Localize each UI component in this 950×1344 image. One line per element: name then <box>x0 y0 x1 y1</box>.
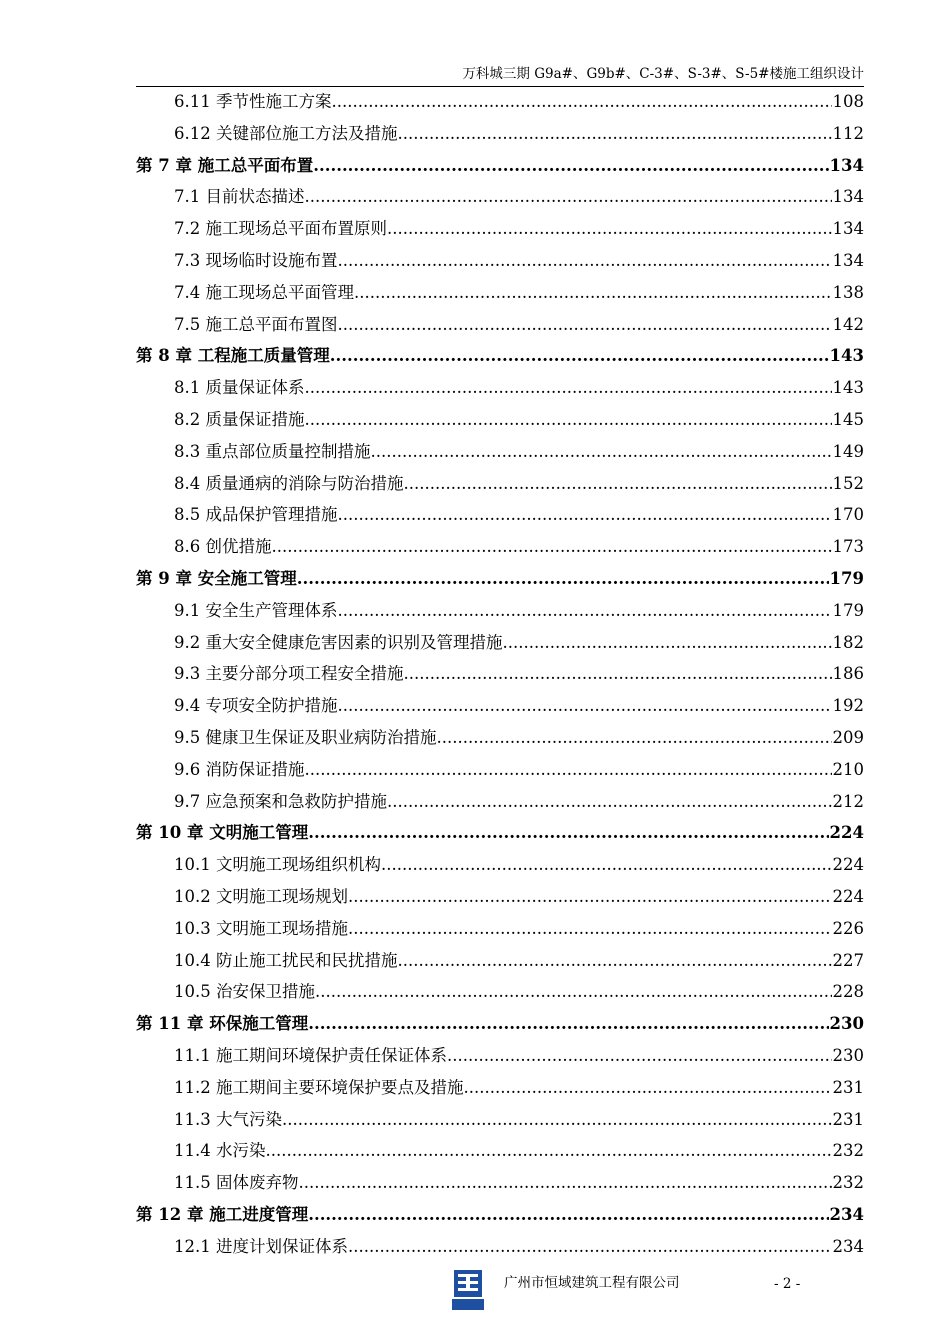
toc-dot-leader <box>305 404 832 436</box>
toc-section-row[interactable] <box>136 595 864 627</box>
toc-entry-title: 10.1 文明施工现场组织机构 <box>174 855 381 875</box>
toc-entry-page: 170 <box>832 505 864 525</box>
toc-entry-title: 9.2 重大安全健康危害因素的识别及管理措施 <box>174 632 503 652</box>
toc-entry-title: 第 12 章 施工进度管理 <box>136 1204 309 1224</box>
toc-entry-page: 231 <box>832 1109 864 1129</box>
toc-entry-title: 9.3 主要分部分项工程安全措施 <box>174 664 404 684</box>
page-number: - 2 - <box>774 1276 801 1292</box>
toc-dot-leader <box>265 1135 831 1167</box>
toc-dot-leader <box>348 913 832 945</box>
toc-section-row[interactable] <box>136 754 864 786</box>
toc-section-row[interactable] <box>136 1104 864 1136</box>
toc-entry-page: 179 <box>829 568 864 588</box>
toc-section-row[interactable] <box>136 1072 864 1104</box>
toc-section-row[interactable] <box>136 404 864 436</box>
toc-entry-page: 224 <box>832 886 864 906</box>
toc-section-row[interactable] <box>136 499 864 531</box>
toc-dot-leader <box>338 595 832 627</box>
toc-section-row[interactable] <box>136 786 864 818</box>
toc-section-row[interactable] <box>136 976 864 1008</box>
page-footer <box>0 1264 950 1314</box>
toc-dot-leader <box>381 849 832 881</box>
toc-entry-title: 第 7 章 施工总平面布置 <box>136 155 314 175</box>
toc-dot-leader <box>305 754 832 786</box>
company-logo-icon <box>452 1270 484 1310</box>
toc-entry-title: 9.6 消防保证措施 <box>174 759 305 779</box>
toc-entry-title: 7.5 施工总平面布置图 <box>174 314 338 334</box>
toc-entry-title: 8.4 质量通病的消除与防治措施 <box>174 473 404 493</box>
toc-entry-title: 10.4 防止施工扰民和民扰措施 <box>174 950 398 970</box>
toc-entry-page: 224 <box>829 823 864 843</box>
toc-chapter-row[interactable] <box>136 817 864 849</box>
toc-dot-leader <box>348 1231 832 1263</box>
toc-chapter-row[interactable] <box>136 1008 864 1040</box>
toc-entry-page: 134 <box>832 187 864 207</box>
toc-dot-leader <box>305 372 832 404</box>
toc-section-row[interactable] <box>136 372 864 404</box>
toc-entry-page: 227 <box>832 950 864 970</box>
toc-entry-page: 182 <box>832 632 864 652</box>
toc-entry-page: 230 <box>829 1014 864 1034</box>
toc-section-row[interactable] <box>136 1040 864 1072</box>
toc-entry-page: 134 <box>832 250 864 270</box>
toc-dot-leader <box>387 786 832 818</box>
toc-entry-title: 9.5 健康卫生保证及职业病防治措施 <box>174 727 437 747</box>
toc-entry-title: 11.2 施工期间主要环境保护要点及措施 <box>174 1077 464 1097</box>
toc-entry-page: 134 <box>829 155 864 175</box>
toc-dot-leader <box>447 1040 832 1072</box>
toc-section-row[interactable] <box>136 881 864 913</box>
toc-entry-page: 224 <box>832 855 864 875</box>
toc-dot-leader <box>313 150 828 182</box>
toc-entry-title: 10.5 治安保卫措施 <box>174 982 315 1002</box>
toc-entry-page: 143 <box>832 378 864 398</box>
toc-chapter-row[interactable] <box>136 150 864 182</box>
toc-entry-title: 第 10 章 文明施工管理 <box>136 823 309 843</box>
toc-dot-leader <box>308 1008 828 1040</box>
toc-dot-leader <box>387 213 832 245</box>
toc-section-row[interactable] <box>136 181 864 213</box>
toc-dot-leader <box>308 817 828 849</box>
toc-entry-page: 108 <box>832 92 864 111</box>
toc-entry-page: 145 <box>832 409 864 429</box>
toc-chapter-row[interactable] <box>136 1199 864 1231</box>
toc-entry-title: 11.5 固体废弃物 <box>174 1173 299 1193</box>
toc-section-row[interactable] <box>136 118 864 150</box>
toc-section-row[interactable] <box>136 468 864 500</box>
toc-section-row[interactable] <box>136 309 864 341</box>
toc-entry-title: 10.2 文明施工现场规划 <box>174 886 348 906</box>
toc-dot-leader <box>404 468 832 500</box>
header-title: 万科城三期 G9a#、G9b#、C-3#、S-3#、S-5#楼施工组织设计 <box>462 66 864 82</box>
toc-entry-title: 8.1 质量保证体系 <box>174 378 305 398</box>
toc-dot-leader <box>503 627 832 659</box>
toc-entry-title: 9.7 应急预案和急救防护措施 <box>174 791 387 811</box>
toc-dot-leader <box>397 118 831 150</box>
toc-entry-page: 143 <box>829 346 864 366</box>
toc-entry-title: 7.1 目前状态描述 <box>174 187 305 207</box>
toc-dot-leader <box>437 722 832 754</box>
toc-section-row[interactable] <box>136 945 864 977</box>
toc-section-row[interactable] <box>136 690 864 722</box>
toc-entry-title: 第 9 章 安全施工管理 <box>136 568 297 588</box>
toc-section-row[interactable] <box>136 849 864 881</box>
toc-entry-page: 230 <box>832 1045 864 1065</box>
toc-entry-title: 7.4 施工现场总平面管理 <box>174 282 354 302</box>
toc-dot-leader <box>354 277 832 309</box>
toc-entry-page: 134 <box>832 219 864 239</box>
page-header <box>136 62 864 87</box>
toc-entry-page: 210 <box>832 759 864 779</box>
toc-entry-title: 7.2 施工现场总平面布置原则 <box>174 219 387 239</box>
toc-dot-leader <box>463 1072 831 1104</box>
toc-section-row[interactable] <box>136 627 864 659</box>
toc-dot-leader <box>338 245 832 277</box>
toc-entry-title: 6.11 季节性施工方案 <box>174 92 332 111</box>
toc-entry-page: 186 <box>832 664 864 684</box>
toc-entry-page: 142 <box>832 314 864 334</box>
toc-dot-leader <box>272 531 832 563</box>
toc-dot-leader <box>404 658 832 690</box>
toc-entry-page: 232 <box>832 1141 864 1161</box>
toc-entry-title: 6.12 关键部位施工方法及措施 <box>174 123 398 143</box>
toc-dot-leader <box>308 1199 828 1231</box>
toc-entry-page: 112 <box>832 123 864 143</box>
toc-section-row[interactable] <box>136 722 864 754</box>
toc-entry-title: 7.3 现场临时设施布置 <box>174 250 338 270</box>
toc-section-row[interactable] <box>136 213 864 245</box>
toc-dot-leader <box>315 976 832 1008</box>
toc-entry-title: 8.2 质量保证措施 <box>174 409 305 429</box>
toc-entry-page: 232 <box>832 1173 864 1193</box>
toc-entry-page: 212 <box>832 791 864 811</box>
toc-entry-page: 152 <box>832 473 864 493</box>
toc-section-row[interactable] <box>136 86 864 118</box>
toc-section-row[interactable] <box>136 277 864 309</box>
toc-section-row[interactable] <box>136 531 864 563</box>
toc-entry-title: 11.1 施工期间环境保护责任保证体系 <box>174 1045 447 1065</box>
toc-dot-leader <box>282 1104 832 1136</box>
toc-entry-title: 8.3 重点部位质量控制措施 <box>174 441 371 461</box>
toc-dot-leader <box>298 1167 831 1199</box>
toc-dot-leader <box>348 881 832 913</box>
toc-dot-leader <box>305 181 832 213</box>
toc-dot-leader <box>331 86 831 118</box>
toc-entry-title: 第 11 章 环保施工管理 <box>136 1014 309 1034</box>
toc-entry-title: 11.3 大气污染 <box>174 1109 282 1129</box>
toc-entry-title: 第 8 章 工程施工质量管理 <box>136 346 330 366</box>
toc-entry-page: 226 <box>832 918 864 938</box>
toc-dot-leader <box>297 563 829 595</box>
toc-section-row[interactable] <box>136 913 864 945</box>
toc-section-row[interactable] <box>136 436 864 468</box>
toc-entry-page: 192 <box>832 696 864 716</box>
toc-entry-title: 10.3 文明施工现场措施 <box>174 918 348 938</box>
toc-entry-title: 11.4 水污染 <box>174 1141 266 1161</box>
toc-section-row[interactable] <box>136 658 864 690</box>
toc-dot-leader <box>338 499 832 531</box>
toc-entry-page: 234 <box>829 1204 864 1224</box>
toc-entry-title: 8.6 创优措施 <box>174 537 272 557</box>
toc-chapter-row[interactable] <box>136 563 864 595</box>
table-of-contents <box>136 86 864 1262</box>
toc-entry-page: 149 <box>832 441 864 461</box>
toc-entry-title: 9.1 安全生产管理体系 <box>174 600 338 620</box>
toc-section-row[interactable] <box>136 1135 864 1167</box>
toc-entry-page: 173 <box>832 537 864 557</box>
toc-entry-title: 9.4 专项安全防护措施 <box>174 696 338 716</box>
toc-entry-page: 138 <box>832 282 864 302</box>
toc-dot-leader <box>338 309 832 341</box>
company-name: 广州市恒域建筑工程有限公司 <box>504 1275 680 1291</box>
toc-section-row[interactable] <box>136 245 864 277</box>
toc-dot-leader <box>371 436 832 468</box>
toc-dot-leader <box>330 340 829 372</box>
toc-entry-page: 234 <box>832 1236 864 1256</box>
toc-entry-page: 228 <box>832 982 864 1002</box>
toc-entry-page: 179 <box>832 600 864 620</box>
toc-entry-page: 231 <box>832 1077 864 1097</box>
toc-section-row[interactable] <box>136 1167 864 1199</box>
toc-entry-title: 12.1 进度计划保证体系 <box>174 1236 348 1256</box>
toc-entry-page: 209 <box>832 727 864 747</box>
toc-entry-title: 8.5 成品保护管理措施 <box>174 505 338 525</box>
toc-chapter-row[interactable] <box>136 340 864 372</box>
toc-dot-leader <box>338 690 832 722</box>
toc-section-row[interactable] <box>136 1231 864 1263</box>
toc-dot-leader <box>397 945 831 977</box>
